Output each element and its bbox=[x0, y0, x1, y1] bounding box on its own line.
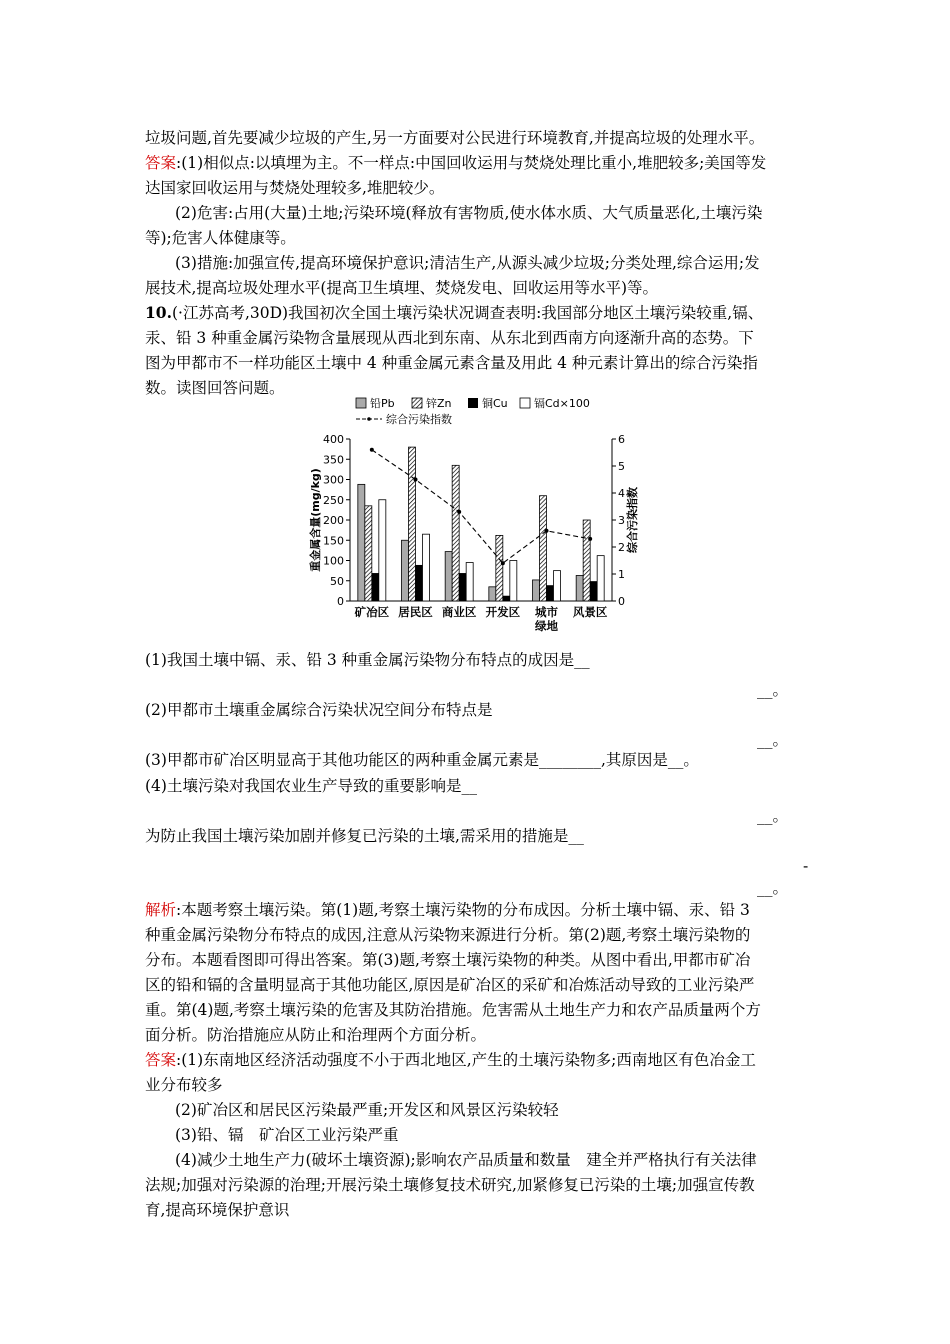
bar-0-2 bbox=[445, 552, 452, 601]
y-tick-label: 350 bbox=[323, 453, 344, 467]
y-tick-label: 100 bbox=[323, 554, 344, 568]
text-line: 数。读图回答问题。 bbox=[145, 379, 285, 397]
text-line: 达国家回收运用与焚烧处理较多,堆肥较少。 bbox=[145, 179, 445, 197]
question-number: 10. bbox=[145, 303, 172, 322]
text-line: 区的铅和镉的含量明显高于其他功能区,原因是矿冶区的采矿和冶炼活动导致的工业污染严 bbox=[145, 976, 755, 994]
x-tick-label: 风景区 bbox=[572, 605, 608, 619]
sub-question-1: (1)我国土壤中镉、汞、铅 3 种重金属污染物分布特点的成因是__ bbox=[145, 651, 590, 669]
index-point-4 bbox=[545, 529, 549, 533]
text-line: 图为甲都市不一样功能区土壤中 4 种重金属元素含量及用此 4 种元素计算出的综合污染指 bbox=[145, 354, 758, 372]
answer-text: :(1)东南地区经济活动强度不小于西北地区,产生的土壤污染物多;西南地区有色冶金工 bbox=[176, 1051, 756, 1069]
x-tick-label: 开发区 bbox=[485, 605, 521, 619]
text-line: (3)措施:加强宣传,提高环境保护意识;清洁生产,从源头减少垃圾;分类处理,综合运用;发 bbox=[175, 254, 760, 272]
text-line: 面分析。防治措施应从防止和治理两个方面分析。 bbox=[145, 1026, 487, 1044]
y-axis-title: 重金属含量(mg/kg) bbox=[309, 468, 322, 572]
text-line: 汞、铅 3 种重金属污染物含量展现从西北到东南、从东北到西南方向逐渐升高的态势。下 bbox=[145, 329, 754, 347]
index-point-5 bbox=[588, 537, 592, 541]
analysis-label: 解析 bbox=[145, 901, 177, 919]
bar-3-4 bbox=[554, 571, 561, 601]
answer-line bbox=[145, 1050, 810, 1070]
bar-3-3 bbox=[510, 561, 517, 602]
index-point-0 bbox=[370, 448, 374, 452]
answer-blank-4: __。 bbox=[757, 807, 789, 825]
y-tick-label: 200 bbox=[323, 514, 344, 527]
x-tick-label: 矿冶区 bbox=[354, 605, 390, 619]
text-line: 重。第(4)题,考察土壤污染的危害及其防治措施。危害需从土地生产力和农产品质量两个方 bbox=[145, 1001, 761, 1019]
text-line: (2)危害:占用(大量)土地;污染环境(释放有害物质,使水体水质、大气质量恶化,土壤污染 bbox=[175, 204, 763, 222]
question-intro bbox=[145, 303, 810, 323]
bar-2-1 bbox=[416, 565, 423, 601]
text-line: (2)矿冶区和居民区污染最严重;开发区和风景区污染较轻 bbox=[175, 1101, 559, 1119]
bar-3-5 bbox=[597, 556, 604, 601]
sub-question-5: 为防止我国土壤污染加剧并修复已污染的土壤,需采用的措施是__ bbox=[145, 827, 584, 845]
legend-label-pb: 铅Pb bbox=[370, 397, 395, 410]
x-tick-label: 商业区 bbox=[441, 605, 477, 619]
bar-3-0 bbox=[379, 500, 386, 601]
bar-3-2 bbox=[466, 563, 473, 601]
y2-axis-title: 综合污染指数 bbox=[626, 487, 639, 553]
legend-label-cd: 镉Cd×100 bbox=[534, 397, 590, 410]
text-line: 法规;加强对污染源的治理;开展污染土壤修复技术研究,加紧修复已污染的土壤;加强宣传教 bbox=[145, 1176, 755, 1194]
bar-0-5 bbox=[576, 575, 583, 601]
bar-2-2 bbox=[459, 573, 466, 601]
index-point-2 bbox=[457, 510, 461, 514]
legend-label-index: 综合污染指数 bbox=[386, 413, 452, 426]
answer-blank-2: __。 bbox=[757, 731, 789, 749]
text-line: 垃圾问题,首先要减少垃圾的产生,另一方面要对公民进行环境教育,并提高垃圾的处理水平。 bbox=[145, 129, 765, 147]
x-tick-label: 绿地 bbox=[535, 619, 558, 632]
y-tick-label: 400 bbox=[323, 433, 344, 446]
y2-tick-label: 6 bbox=[618, 433, 625, 446]
legend-label-cu: 铜Cu bbox=[482, 397, 508, 410]
bar-0-4 bbox=[533, 580, 540, 601]
answer-line bbox=[145, 153, 810, 173]
legend-swatch-zn bbox=[412, 398, 422, 408]
answer-text: :(1)相似点:以填埋为主。不一样点:中国回收运用与焚烧处理比重小,堆肥较多;美国等发 bbox=[176, 154, 767, 172]
y-tick-label: 250 bbox=[323, 493, 344, 507]
legend-swatch-pb bbox=[356, 398, 366, 408]
text-line: (3)铅、镉 矿冶区工业污染严重 bbox=[175, 1126, 399, 1144]
bar-2-5 bbox=[590, 582, 597, 601]
y2-tick-label: 3 bbox=[618, 514, 625, 527]
answer-label: 答案 bbox=[145, 154, 177, 172]
bar-1-0 bbox=[365, 506, 372, 601]
text-line: 育,提高环境保护意识 bbox=[145, 1201, 290, 1219]
y2-tick-label: 4 bbox=[618, 487, 625, 500]
y2-tick-label: 1 bbox=[618, 568, 625, 581]
bar-1-4 bbox=[540, 496, 547, 601]
chart-legend bbox=[356, 396, 590, 426]
bar-0-3 bbox=[489, 587, 496, 601]
x-tick-label: 居民区 bbox=[398, 605, 433, 619]
text-line: 展技术,提高垃圾处理水平(提高卫生填埋、焚烧发电、回收运用等水平)等。 bbox=[145, 279, 659, 297]
bar-1-2 bbox=[452, 465, 459, 601]
legend-label-zn: 锌Zn bbox=[426, 397, 452, 410]
text-line: 分布。本题看图即可得出答案。第(3)题,考察土壤污染物的种类。从图中看出,甲都市矿冶 bbox=[145, 951, 751, 969]
sub-question-2: (2)甲都市土壤重金属综合污染状况空间分布特点是 bbox=[145, 701, 493, 719]
y2-tick-label: 0 bbox=[618, 595, 625, 608]
heavy-metal-chart bbox=[300, 392, 660, 632]
y2-tick-label: 5 bbox=[618, 460, 625, 473]
legend-marker-index bbox=[367, 417, 371, 421]
index-point-3 bbox=[501, 561, 505, 565]
y-tick-label: 300 bbox=[323, 473, 344, 487]
bar-2-0 bbox=[372, 573, 379, 601]
bar-1-1 bbox=[409, 447, 416, 601]
index-point-1 bbox=[414, 478, 418, 482]
bar-2-4 bbox=[547, 586, 554, 601]
y2-tick-label: 2 bbox=[618, 541, 625, 554]
y-tick-label: 150 bbox=[323, 534, 344, 548]
y-tick-label: 50 bbox=[330, 574, 344, 588]
text-line: (4)减少土地生产力(破坏土壤资源);影响农产品质量和数量 建全并严格执行有关法律 bbox=[175, 1151, 757, 1169]
bar-3-1 bbox=[423, 534, 430, 601]
x-tick-label: 城市 bbox=[535, 605, 558, 619]
bar-2-3 bbox=[503, 596, 510, 601]
text-line: 种重金属污染物分布特点的成因,注意从污染物来源进行分析。第(2)题,考察土壤污染物的 bbox=[145, 926, 751, 944]
analysis-line bbox=[145, 900, 810, 920]
text-line: 等);危害人体健康等。 bbox=[145, 229, 296, 247]
legend-swatch-cu bbox=[468, 398, 478, 408]
answer-blank-1: __。 bbox=[757, 681, 789, 699]
bar-1-5 bbox=[583, 520, 590, 601]
sub-question-3: (3)甲都市矿冶区明显高于其他功能区的两种重金属元素是________,其原因是__。 bbox=[145, 751, 699, 769]
answer-blank-5: __。 bbox=[757, 879, 789, 897]
text-line: 业分布较多 bbox=[145, 1076, 223, 1094]
bar-1-3 bbox=[496, 535, 503, 601]
question-text: (·江苏高考,30D)我国初次全国土壤污染状况调查表明:我国部分地区土壤污染较重,镉、 bbox=[171, 304, 764, 322]
analysis-text: :本题考察土壤污染。第(1)题,考察土壤污染物的分布成因。分析土壤中镉、汞、铅 3 bbox=[176, 901, 750, 919]
legend-swatch-cd bbox=[520, 398, 530, 408]
bar-0-0 bbox=[358, 484, 365, 601]
y-tick-label: 0 bbox=[337, 595, 344, 608]
sub-question-4: (4)土壤污染对我国农业生产导致的重要影响是__ bbox=[145, 777, 477, 795]
bar-0-1 bbox=[402, 540, 409, 601]
answer-label: 答案 bbox=[145, 1051, 177, 1069]
dash-mark: - bbox=[803, 857, 809, 875]
